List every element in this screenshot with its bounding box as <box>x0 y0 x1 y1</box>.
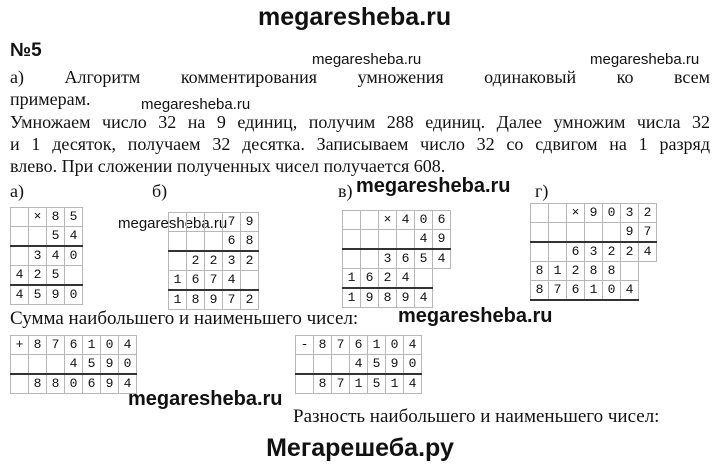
grid-cell: × <box>567 204 585 223</box>
grid-row <box>169 271 259 291</box>
grid-cell: 6 <box>397 249 415 269</box>
grid-cell: 4 <box>397 211 415 230</box>
grid-cell: 2 <box>241 251 259 271</box>
grid-cell: 8 <box>379 288 397 308</box>
grid-cell: 4 <box>119 336 137 355</box>
grid-cell <box>549 204 567 223</box>
grid-cell <box>567 223 585 243</box>
grid-cell <box>343 230 361 250</box>
grid-cell: 1 <box>549 262 567 281</box>
grid-cell: 2 <box>379 269 397 289</box>
grid-cell <box>65 266 83 286</box>
grid-cell: - <box>296 336 314 355</box>
grid-row <box>343 211 451 230</box>
grid-cell: 9 <box>101 374 119 394</box>
grid-cell <box>11 227 29 247</box>
grid-v <box>342 210 451 308</box>
grid-cell <box>296 355 314 375</box>
grid-cell: 4 <box>433 249 451 269</box>
grid-cell: 0 <box>603 204 621 223</box>
grid-cell: 1 <box>368 336 386 355</box>
grid-cell <box>361 230 379 250</box>
grid-cell <box>343 249 361 269</box>
grid-cell: + <box>11 336 29 355</box>
text-line-a-content: а) Алгоритм комментирования умножения одинаковый ко всем <box>10 67 710 87</box>
diff-label: Разность наибольшего и наименьшего чисел: <box>293 406 660 427</box>
grid-cell <box>549 223 567 243</box>
grid-cell: 8 <box>241 232 259 252</box>
grid-cell: 9 <box>241 213 259 232</box>
grid-cell: 0 <box>65 374 83 394</box>
grid-cell: 2 <box>567 262 585 281</box>
grid-row <box>11 208 83 227</box>
watermark: megaresheba.ru <box>128 388 283 410</box>
watermark: megaresheba.ru <box>312 51 422 68</box>
grid-cell: 9 <box>585 204 603 223</box>
grid-row <box>531 281 657 301</box>
grid-cell: 8 <box>29 336 47 355</box>
watermark: megaresheba.ru <box>118 215 228 232</box>
grid-cell: 1 <box>350 374 368 394</box>
grid-cell: 9 <box>433 230 451 250</box>
grid-cell: 8 <box>531 281 549 301</box>
grid-cell: 3 <box>585 242 603 262</box>
grid-cell: × <box>379 211 397 230</box>
grid-cell: 6 <box>433 211 451 230</box>
grid-cell: 5 <box>47 227 65 247</box>
grid-cell: 8 <box>29 374 47 394</box>
grid-cell: 9 <box>386 355 404 375</box>
grid-row <box>11 266 83 286</box>
grid-cell <box>531 223 549 243</box>
grid-cell: 4 <box>639 242 657 262</box>
grid-cell <box>47 355 65 375</box>
grid-cell: 4 <box>621 281 639 301</box>
grid-row <box>11 285 83 305</box>
grid-cell <box>11 246 29 266</box>
grid-cell: 3 <box>29 246 47 266</box>
grid-cell: 2 <box>621 242 639 262</box>
text-line-1 <box>10 111 710 133</box>
grid-cell: 8 <box>47 374 65 394</box>
grid-cell: 0 <box>65 285 83 305</box>
grid-row <box>531 204 657 223</box>
grid-cell: 9 <box>621 223 639 243</box>
grid-cell: 4 <box>404 336 422 355</box>
grid-cell <box>585 223 603 243</box>
grid-cell: 1 <box>585 281 603 301</box>
grid-cell <box>361 249 379 269</box>
grid-cell: 2 <box>29 266 47 286</box>
grid-cell: 5 <box>29 285 47 305</box>
grid-row <box>169 251 259 271</box>
grid-a <box>10 207 83 305</box>
text-line-2-content: и 1 десяток, получаем 32 десятка. Записываем число 32 со сдвигом на 1 разряд <box>10 134 710 154</box>
grid-cell: 6 <box>567 242 585 262</box>
grid-row <box>531 242 657 262</box>
footer-title: Мегарешеба.ру <box>266 434 454 462</box>
grid-cell: 4 <box>119 374 137 394</box>
grid-cell: 6 <box>223 232 241 252</box>
grid-cell <box>332 355 350 375</box>
grid-cell: × <box>29 208 47 227</box>
grid-cell: 7 <box>223 213 241 232</box>
grid-cell: 4 <box>223 271 241 291</box>
grid-cell: 8 <box>585 262 603 281</box>
grid-row <box>11 355 137 375</box>
grid-cell: 5 <box>368 374 386 394</box>
grid-cell: 6 <box>567 281 585 301</box>
grid-row <box>343 269 451 289</box>
grid-row <box>296 374 422 394</box>
grid-cell: 7 <box>332 374 350 394</box>
grid-row <box>531 262 657 281</box>
grid-row <box>343 230 451 250</box>
grid-cell: 7 <box>223 290 241 310</box>
text-line-2 <box>10 133 710 155</box>
watermark: megaresheba.ru <box>398 305 553 327</box>
label-g: г) <box>535 181 549 201</box>
grid-b <box>168 212 259 310</box>
grid-cell: 5 <box>83 355 101 375</box>
grid-cell: 2 <box>639 204 657 223</box>
text-line-1-content: Умножаем число 32 на 9 единиц, получим 288 единиц. Далее умножим числа 32 <box>10 112 710 132</box>
watermark: megaresheba.ru <box>141 96 251 113</box>
grid-cell: 7 <box>332 336 350 355</box>
grid-cell: 2 <box>187 251 205 271</box>
grid-cell: 7 <box>549 281 567 301</box>
grid-cell: 2 <box>603 242 621 262</box>
grid-cell <box>169 232 187 252</box>
grid-cell: 3 <box>379 249 397 269</box>
grid-cell: 6 <box>83 374 101 394</box>
grid-cell: 0 <box>65 246 83 266</box>
problem-number: №5 <box>10 40 42 61</box>
grid-cell <box>241 271 259 291</box>
grid-cell: 8 <box>603 262 621 281</box>
grid-cell <box>11 355 29 375</box>
grid-row <box>531 223 657 243</box>
grid-cell: 3 <box>621 204 639 223</box>
grid-cell: 7 <box>47 336 65 355</box>
grid-cell: 4 <box>415 230 433 250</box>
grid-cell <box>29 227 47 247</box>
grid-cell: 0 <box>415 211 433 230</box>
grid-cell: 3 <box>223 251 241 271</box>
label-a: а) <box>10 181 24 201</box>
grid-cell: 0 <box>101 336 119 355</box>
grid-row <box>343 249 451 269</box>
grid-cell: 4 <box>11 266 29 286</box>
grid-cell: 5 <box>47 266 65 286</box>
grid-cell: 1 <box>343 288 361 308</box>
grid-cell: 4 <box>65 227 83 247</box>
grid-cell: 9 <box>101 355 119 375</box>
grid-cell: 7 <box>205 271 223 291</box>
grid-cell <box>603 223 621 243</box>
grid-cell: 9 <box>397 288 415 308</box>
grid-cell: 4 <box>404 374 422 394</box>
grid-row <box>169 232 259 252</box>
grid-cell: 1 <box>83 336 101 355</box>
grid-cell: 6 <box>350 336 368 355</box>
grid-cell: 1 <box>169 290 187 310</box>
grid-cell: 6 <box>65 336 83 355</box>
grid-row <box>11 227 83 247</box>
label-b: б) <box>152 181 168 201</box>
grid-cell: 6 <box>361 269 379 289</box>
grid-cell <box>11 374 29 394</box>
grid-cell: 0 <box>386 336 404 355</box>
grid-cell <box>296 374 314 394</box>
grid-cell: 0 <box>603 281 621 301</box>
grid-row <box>296 336 422 355</box>
grid-cell <box>314 355 332 375</box>
diff-grid <box>295 335 422 394</box>
grid-cell: 4 <box>11 285 29 305</box>
text-line-a2: примерам. <box>10 89 91 109</box>
grid-cell <box>531 204 549 223</box>
grid-row <box>11 336 137 355</box>
grid-g <box>530 203 657 301</box>
sum-grid <box>10 335 137 394</box>
grid-cell: 1 <box>386 374 404 394</box>
grid-cell: 4 <box>65 355 83 375</box>
grid-cell: 2 <box>241 290 259 310</box>
grid-cell <box>11 208 29 227</box>
grid-cell <box>549 242 567 262</box>
grid-cell: 5 <box>65 208 83 227</box>
grid-cell <box>361 211 379 230</box>
grid-cell <box>187 232 205 252</box>
grid-cell: 2 <box>205 251 223 271</box>
grid-row <box>296 355 422 375</box>
grid-cell: 8 <box>314 336 332 355</box>
grid-cell: 1 <box>343 269 361 289</box>
grid-row <box>11 246 83 266</box>
grid-cell: 5 <box>415 249 433 269</box>
grid-cell <box>621 262 639 281</box>
grid-cell: 0 <box>119 355 137 375</box>
grid-row <box>169 290 259 310</box>
grid-cell: 8 <box>187 290 205 310</box>
grid-cell: 4 <box>350 355 368 375</box>
grid-cell: 0 <box>404 355 422 375</box>
grid-cell <box>205 213 223 232</box>
text-line-3: влево. При сложении полученных чисел получается 608. <box>10 156 446 176</box>
grid-row <box>11 374 137 394</box>
grid-cell: 5 <box>368 355 386 375</box>
grid-cell: 9 <box>361 288 379 308</box>
sum-label: Сумма наибольшего и наименьшего чисел: <box>10 308 359 329</box>
grid-row <box>169 213 259 232</box>
grid-cell: 8 <box>314 374 332 394</box>
grid-cell <box>397 230 415 250</box>
grid-cell <box>187 213 205 232</box>
grid-cell: 6 <box>187 271 205 291</box>
grid-cell: 8 <box>47 208 65 227</box>
grid-cell: 9 <box>47 285 65 305</box>
grid-cell: 7 <box>639 223 657 243</box>
grid-cell <box>205 232 223 252</box>
grid-cell <box>379 230 397 250</box>
text-line-a <box>10 66 710 88</box>
grid-cell: 9 <box>205 290 223 310</box>
grid-cell <box>29 355 47 375</box>
site-header: megaresheba.ru <box>258 3 452 31</box>
watermark: megaresheba.ru <box>590 51 700 68</box>
grid-cell <box>415 269 433 289</box>
grid-cell <box>169 251 187 271</box>
grid-cell: 4 <box>397 269 415 289</box>
grid-cell: 4 <box>415 288 433 308</box>
grid-cell <box>343 211 361 230</box>
grid-cell: 4 <box>47 246 65 266</box>
grid-cell <box>531 242 549 262</box>
grid-cell <box>169 213 187 232</box>
grid-cell: 1 <box>169 271 187 291</box>
watermark: megaresheba.ru <box>356 175 511 197</box>
label-v: в) <box>338 181 353 201</box>
grid-cell: 8 <box>531 262 549 281</box>
